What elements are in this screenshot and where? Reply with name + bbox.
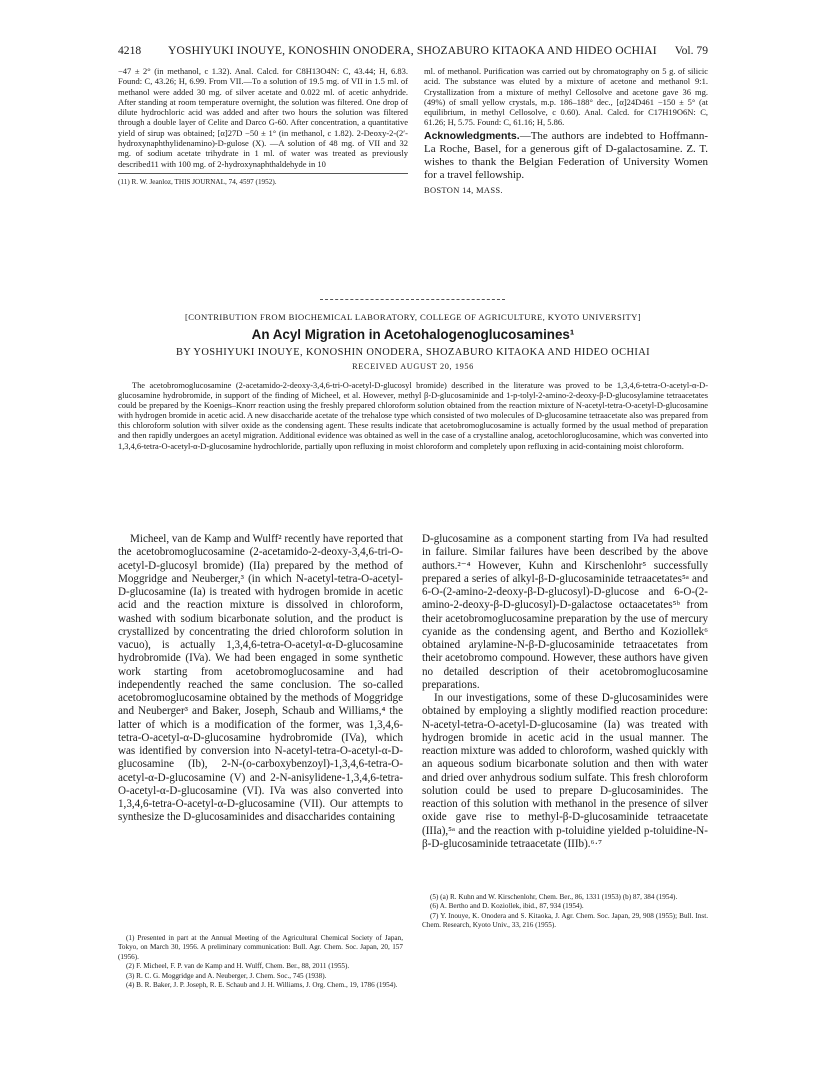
footnote-5: (5) (a) R. Kuhn and W. Kirschenlohr, Chem. Ber., 86, 1331 (1953) (b) 87, 384 (1954). [430,893,678,901]
footnote-4: (4) B. R. Baker, J. P. Joseph, R. E. Schaub and J. H. Williams, J. Org. Chem., 19, 1786 (1954). [126,981,398,990]
previous-article-left-column [118,66,408,187]
footnote-3: (3) R. C. G. Moggridge and A. Neuberger, J. Chem. Soc., 745 (1938). [126,971,327,980]
previous-article-continued-text: ml. of methanol. Purification was carried out by chromatography on 5 g. of silicic acid. The substance was eluted by a mixture of acetone and methanol 9:1. Crystallization from a mixture of methyl Cellosolve and acetone gave 36 mg. (49%) of small yellow crystals, m.p. 186–188° dec., [α]24D461 −150 ± 5° (at equilibrium, in methyl Cellosolve, c 0.60). Anal. Calcd. for C17H19O6N: C, 61.26; H, 5.75. Found: C, 61.16; H, 5.86. [424,66,708,128]
abstract: The acetobromoglucosamine (2-acetamido-2-deoxy-3,4,6-tri-O-acetyl-D-glucosyl bromide) described in the literature was proved to be 1,3,4,6-tetra-O-acetyl-α-D-glucosamine hydrobromide, in support of the finding of Micheel, et al. However, methyl β-D-glucosaminide and 1-p-tolyl-2-amino-2-deoxy-β-D-glucosylamine tetraacetates could be prepared by the Koenigs–Knorr reaction using the freshly prepared chloroform solution obtained from the reaction mixture of N-acetyl-tetra-O-acetyl-D-glucosamine with hydrogen bromide in acetic acid. A new disaccharide acetate of the trehalose type which consisted of two molecules of D-glucosamine tetraacetate also was prepared from this chloroform solution with silver oxide as the condensing agent. These results indicate that acetobromoglucosamine is actually formed by the usual method of preparation and then rapidly undergoes an acetyl migration. Additional evidence was obtained as well in the case of a crystalline analog, acetochloroglucosamine, which was converted into 1,3,4,6-tetra-O-acetyl-α-D-glucosamine hydrochloride, partially upon refluxing in moist chloroform and completely upon refluxing in acid-containing moist chloroform. [118,381,708,451]
body-right-paragraph-2: In our investigations, some of these D-glucosaminides were obtained by employing a slightly modified reaction procedure: N-acetyl-tetra-O-acetyl-D-glucosamine (Ia) was treated with hydrogen bromide in acetic acid in the usual manner. The reaction mixture was added to chloroform, washed quickly with an aqueous sodium bicarbonate solution and then with water and dried over anhydrous sodium sulfate. This fresh chloroform solution could be used to prepare D-glucosaminides. The reaction of this solution with methanol in the presence of silver oxide gave rise to methyl-β-D-glucosaminide tetraacetate (IIIa),⁵ᵃ and the reaction with p-toluidine yielded p-toluidine-N-β-D-glucosaminide tetraacetate (IIIb).⁶·⁷ [422,692,708,850]
footnotes-left [118,934,403,990]
page-number: 4218 [118,44,142,57]
body-right-column [422,533,708,851]
previous-article-right-column [424,66,708,195]
article-byline: BY YOSHIYUKI INOUYE, KONOSHIN ONODERA, SHOZABURO KITAOKA AND HIDEO OCHIAI [175,347,651,358]
previous-article-experimental-text: −47 ± 2° (in methanol, c 1.32). Anal. Calcd. for C8H13O4N: C, 43.44; H, 6.83. Found: C, 43.26; H, 6.99. From VII.—To a solution of 19.5 mg. of VII in 1.5 ml. of methanol were added 30 mg. of silver acetate and 0.022 ml. of acetic anhydride. After standing at room temperature overnight, the solution was filtered. One drop of dilute hydrochloric acid was added and after two hours the solution was filtered through a double layer of Celite and Darco G-60. After concentration, a quantitative yield of sirup was obtained; [α]27D −50 ± 1° (in methanol, c 1.82). 2-Deoxy-2-(2′-hydroxynaphthylidenamino)-D-gulose (X). —A solution of 48 mg. of VII and 32 mg. of sodium acetate trihydrate in 1 ml. of water was treated as previously described11 with 100 mg. of 2-hydroxynaphthaldehyde in 10 [118,66,408,169]
received-date: RECEIVED AUGUST 20, 1956 [352,362,474,371]
acknowledgments-text: —The authors are indebted to Hoffmann-La Roche, Basel, for a generous gift of D-galactosamine. Z. T. wishes to thank the Belgian Federation of University Women for a travel fellowship. [424,129,708,182]
article-title: An Acyl Migration in Acetohalogenoglucosamines¹ [251,327,575,342]
acknowledgments [424,130,708,183]
footnote-6: (6) A. Bertho and D. Koziollek, ibid., 87, 934 (1954). [430,902,584,911]
body-right-paragraph-1: D-glucosamine as a component starting from IVa had resulted in failure. Similar failures have been described by the above authors.²⁻⁴ However, Kuhn and Kirschenlohr⁵ successfully prepared a series of alkyl-β-D-glucosaminide tetraacetates⁵ᵃ and 6-O-(2-amino-2-deoxy-β-D-glucosyl)-D-glucose and 6-O-(2-amino-2-deoxy-β-D-glucosyl)-D-galactose octaacetates⁵ᵇ from their acetobromoglucosamine preparation by the use of mercury cyanide as the condensing agent, and Bertho and Koziollek⁶ obtained arylamine-N-β-D-glucosaminide tetraacetates from their acetobromo compound. However, these authors have given no detailed description of their acetobromoglucosamine preparations. [422,533,708,691]
body-left-column: Micheel, van de Kamp and Wulff² recently have reported that the acetobromoglucosamine (2-acetamido-2-deoxy-3,4,6-tri-O-acetyl-D-glucosyl bromide) (IIa) prepared by the method of Moggridge and Neuberger,³ (in which N-acetyl-tetra-O-acetyl-D-glucosamine (Ia) is treated with hydrogen bromide in acetic acid and the reaction mixture is dissolved in chloroform, washed with sodium bicarbonate solution, and the product is crystallized by concentrating the dried chloroform solution in vacuo), is actually 1,3,4,6-tetra-O-acetyl-α-D-glucosamine hydrobromide (IVa). We had been engaged in some synthetic work starting from acetobromoglucosamine and had independently reached the same conclusion. The so-called acetobromoglucosamine obtained by the methods of Moggridge and Neuberger³ and Baker, Joseph, Schaub and Williams,⁴ the latter of which is a modification of the former, was 1,3,4,6-tetra-O-acetyl-α-D-glucosamine hydrobromide (IVa), which was identified by conversion into N-acetyl-tetra-O-acetyl-α-D-glucosamine (Ib), 2-N-(o-carboxybenzoyl)-1,3,4,6-tetra-O-acetyl-α-D-glucosamine (V) and 2-N-anisylidene-1,3,4,6-tetra-O-acetyl-α-D-glucosamine (VI). IVa was also converted into 1,3,4,6-tetra-O-acetyl-α-D-glucosamine (VII). Our attempts to synthesize the D-glucosaminides and disaccharides containing [118,533,403,824]
page-header [118,44,708,60]
footnotes-right [422,893,708,931]
affiliation-place: BOSTON 14, MASS. [424,184,503,195]
article-divider [320,299,505,300]
volume-label: Vol. 79 [674,44,708,57]
footnote-1: (1) Presented in part at the Annual Meeting of the Agricultural Chemical Society of Japan, Tokyo, on March 30, 1956. A preliminary communication: Bull. Agr. Chem. Soc. Japan, 20, 157 (1956). [118,934,403,961]
acknowledgments-heading: Acknowledgments. [424,129,520,142]
footnote-7: (7) Y. Inouye, K. Onodera and S. Kitaoka, J. Agr. Chem. Soc. Japan, 29, 908 (1955); Bull. Inst. Chem. Research, Kyoto Univ., 33, 216 (1955). [422,911,708,930]
footnote-2: (2) F. Micheel, F. P. van de Kamp and H. Wulff, Chem. Ber., 88, 2011 (1955). [126,962,350,971]
contribution-line: [CONTRIBUTION FROM BIOCHEMICAL LABORATORY, COLLEGE OF AGRICULTURE, KYOTO UNIVERSITY] [185,312,641,322]
running-authors: YOSHIYUKI INOUYE, KONOSHIN ONODERA, SHOZABURO KITAOKA AND HIDEO OCHIAI [168,44,657,57]
previous-article-footnote: (11) R. W. Jeanloz, THIS JOURNAL, 74, 4597 (1952). [118,173,408,187]
